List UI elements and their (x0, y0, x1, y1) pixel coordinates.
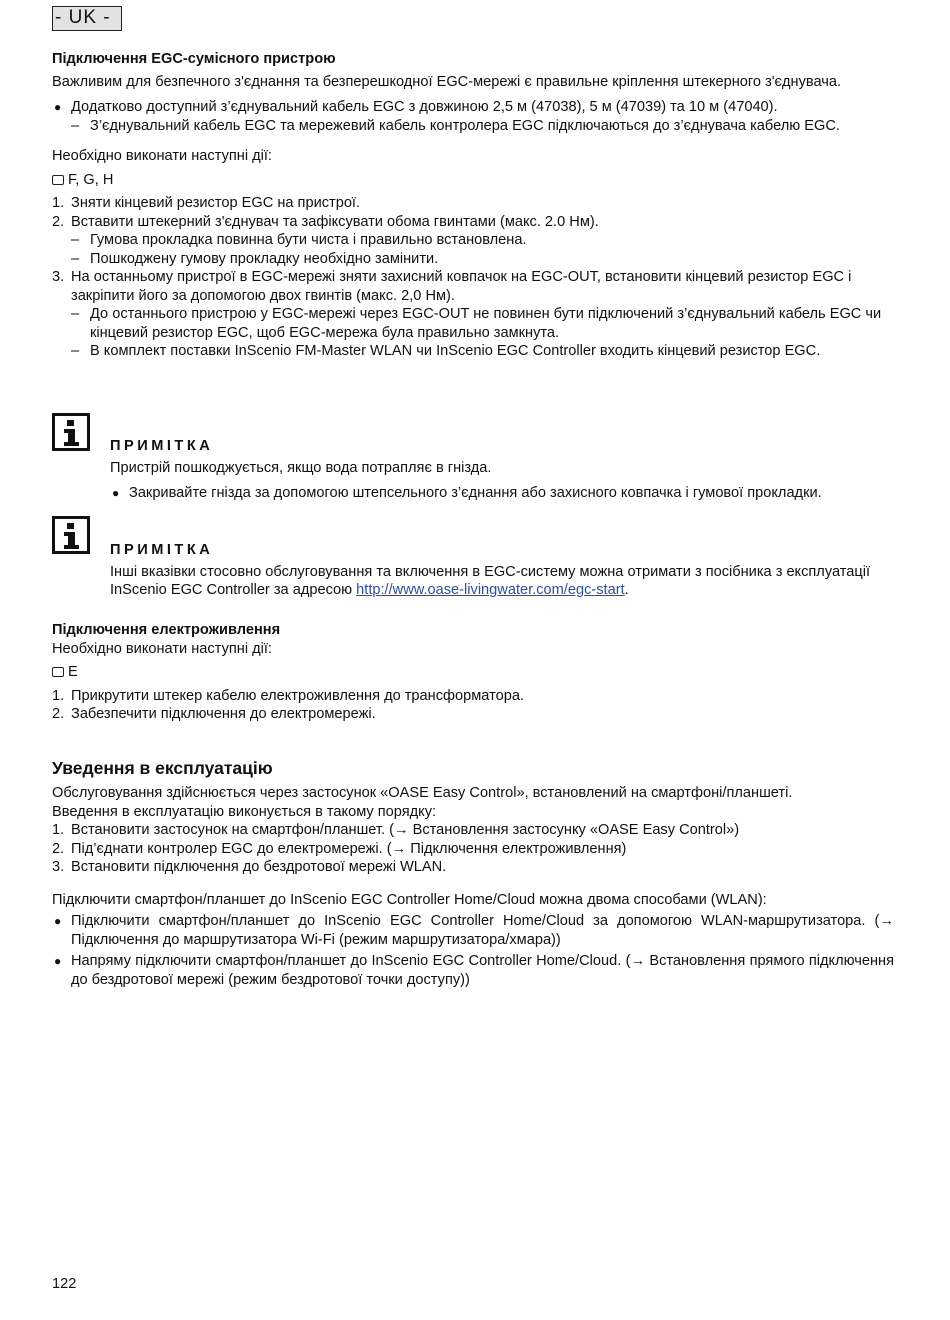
bullet-dot-icon: ● (54, 954, 62, 968)
step-item (52, 194, 894, 213)
sub-item (52, 342, 894, 361)
dash-icon: – (71, 232, 80, 248)
step-number: 2. (52, 840, 65, 857)
dash-icon: – (71, 343, 80, 359)
dash-icon: – (71, 306, 80, 322)
egc-start-link[interactable]: http://www.oase-livingwater.com/egc-start (356, 582, 625, 598)
sub-item-text: Пошкоджену гумову прокладку необхідно замінити. (90, 250, 439, 267)
sub-item (52, 250, 894, 269)
note-title: ПРИМІТКА (110, 542, 214, 558)
language-badge: - UK - (52, 6, 122, 31)
section-egc-connection (52, 50, 894, 361)
info-icon (52, 413, 90, 451)
bullet-item (52, 952, 894, 989)
step-item (52, 687, 894, 706)
sub-item-text: До останнього пристрою у EGC-мережі через EGC-OUT не повинен бути підключений з’єднувальний кабель EGC чи кінцевий резистор EGC, щоб EGC-мережа була правильно замкнута. (90, 306, 882, 341)
bullet-text: Додатково доступний з’єднувальний кабель EGC з довжиною 2,5 м (47038), 5 м (47039) та 10 м (47040). (71, 99, 778, 115)
sub-item-text: Гумова прокладка повинна бути чиста і правильно встановлена. (90, 232, 527, 248)
steps-list (52, 687, 894, 724)
step-number: 3. (52, 859, 65, 875)
bullet-text: Підключити смартфон/планшет до InScenio EGC Controller Home/Cloud за допомогою WLAN-маршрутизатора. (→ Підключення до маршрутизатора Wi-Fi (режим маршрутизатора/хмара)) (71, 913, 894, 948)
section-heading: Уведення в експлуатацію (52, 758, 273, 778)
step-item (52, 821, 894, 840)
bullet-dot-icon: ● (54, 100, 62, 114)
note-text-tail: . (624, 582, 629, 598)
steps-intro: Необхідно виконати наступні дії: (52, 640, 272, 657)
bullet-item (110, 484, 900, 503)
page-number: 122 (52, 1276, 77, 1292)
figure-box-icon (52, 175, 64, 185)
section-heading: Підключення електроживлення (52, 622, 281, 638)
figure-reference-text: E (68, 664, 78, 680)
section-heading: Підключення EGC-сумісного пристрою (52, 51, 336, 67)
step-number: 1. (52, 195, 65, 211)
step-item (52, 213, 894, 232)
sub-item (52, 231, 894, 250)
step-item (52, 268, 894, 305)
dash-icon: – (71, 250, 80, 267)
bullet-item (52, 912, 894, 949)
steps-list (52, 194, 894, 361)
step-text: Прикрутити штекер кабелю електроживлення до трансформатора. (71, 687, 525, 704)
bullet-text: Закривайте гнізда за допомогою штепсельного з’єднання або захисного ковпачка і гумової прокладки. (129, 485, 822, 501)
section-intro: Обслуговування здійснюється через застосунок «OASE Easy Control», встановлений на смартфоні/планшеті. (52, 785, 793, 801)
dash-icon: – (71, 117, 80, 134)
step-number: 2. (52, 706, 65, 722)
section-intro: Введення в експлуатацію виконується в такому порядку: (52, 803, 437, 820)
steps-list (52, 821, 894, 877)
step-number: 3. (52, 269, 65, 285)
sub-item (52, 305, 894, 342)
note-block (110, 437, 900, 503)
step-text: Зняти кінцевий резистор EGC на пристрої. (71, 195, 361, 211)
figure-box-icon (52, 667, 64, 677)
steps-intro: Необхідно виконати наступні дії: (52, 148, 272, 164)
note-text: Пристрій пошкоджується, якщо вода потрапляє в гнізда. (110, 459, 492, 476)
bullet-item (52, 98, 894, 117)
note-block (110, 541, 890, 600)
step-text: Забезпечити підключення до електромережі. (71, 706, 376, 722)
bullet-text: Напряму підключити смартфон/планшет до InScenio EGC Controller Home/Cloud. (→ Встановлення прямого підключення до бездротової мережі (режим бездротової точки доступу)) (71, 953, 894, 988)
step-item (52, 705, 894, 724)
bullet-dot-icon: ● (54, 914, 62, 928)
section-commissioning (52, 757, 894, 989)
info-icon (52, 516, 90, 554)
step-text: Встановити застосунок на смартфон/планшет. (→ Встановлення застосунку «OASE Easy Control») (71, 822, 740, 838)
figure-reference-text: F, G, H (68, 171, 114, 188)
wlan-options-list (52, 912, 894, 989)
note-text (110, 563, 890, 600)
note-title: ПРИМІТКА (110, 438, 214, 454)
step-text: Під’єднати контролер EGC до електромережі. (→ Підключення електроживлення) (71, 840, 627, 857)
step-text: Вставити штекерний з'єднувач та зафіксувати обома гвинтами (макс. 2.0 Нм). (71, 213, 599, 230)
bullet-dot-icon: ● (112, 486, 120, 500)
step-text: Встановити підключення до бездротової мережі WLAN. (71, 859, 447, 875)
step-number: 2. (52, 213, 65, 230)
step-number: 1. (52, 687, 65, 704)
step-number: 1. (52, 822, 65, 838)
section-power-connection (52, 621, 894, 724)
sub-item-text: З’єднувальний кабель EGC та мережевий кабель контролера EGC підключаються до з’єднувача кабелю EGC. (90, 117, 840, 134)
figure-reference (52, 663, 894, 682)
step-text: На останньому пристрої в EGC-мережі зняти захисний ковпачок на EGC-OUT, встановити кінцевий резистор EGC і закріпити його за допомогою двох гвинтів (макс. 2,0 Нм). (71, 269, 852, 304)
step-item (52, 858, 894, 877)
note-text-body: Інші вказівки стосовно обслуговування та включення в EGC-систему можна отримати з посібника з експлуатації InScenio EGC Controller за адресою (110, 563, 871, 598)
sub-item-text: В комплект поставки InScenio FM-Master WLAN чи InScenio EGC Controller входить кінцевий резистор EGC. (90, 343, 821, 359)
wlan-intro: Підключити смартфон/планшет до InScenio EGC Controller Home/Cloud можна двома способами (WLAN): (52, 891, 767, 908)
step-item (52, 840, 894, 859)
section-intro: Важливим для безпечного з'єднання та безперешкодної EGC-мережі є правильне кріплення штекерного з'єднувача. (52, 73, 842, 90)
figure-reference (52, 171, 894, 190)
sub-item (52, 117, 894, 136)
